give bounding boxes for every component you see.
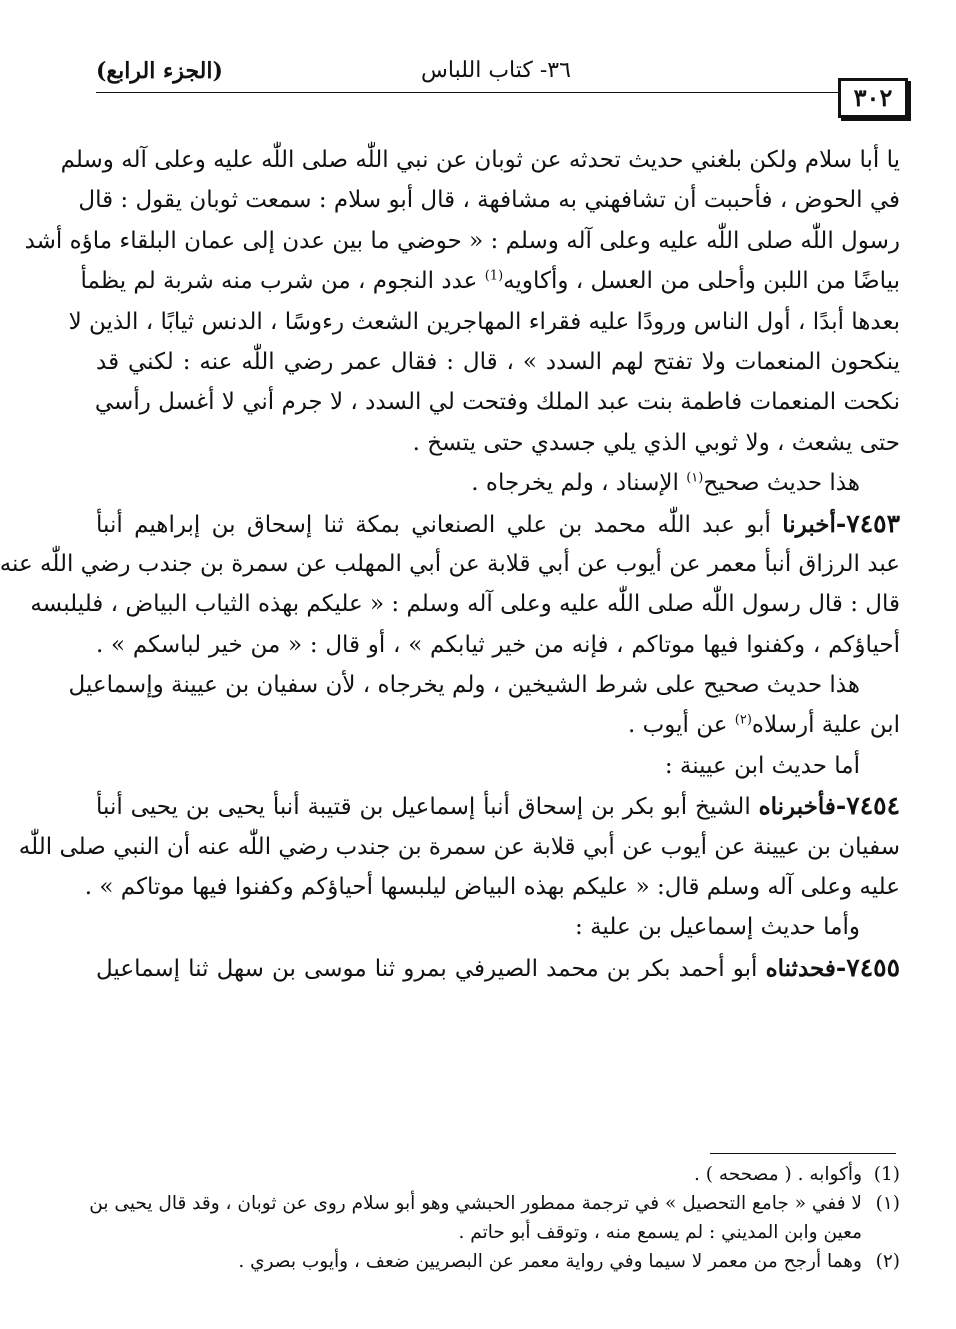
hadith-7454-line: [96, 786, 900, 826]
footnote-divider: [710, 1153, 896, 1154]
chapter-title: ٣٦- كتاب اللباس: [421, 58, 571, 83]
text-segment: بياضًا من اللبن وأحلى من العسل ، وأكاويه: [503, 268, 900, 295]
footnote-ref: (١): [686, 470, 704, 486]
text-line: رسول اللّٰه صلى اللّٰه عليه وعلى آله وسلم : « حوضي ما بين عدن إلى عمان البلقاء ماؤه أشد: [24, 227, 900, 254]
text-line: نكحت المنعمات فاطمة بنت عبد الملك وفتحت لي السدد ، لا جرم أني لا أغسل رأسي: [94, 389, 900, 416]
footnotes: [89, 1160, 900, 1276]
text-line: أما حديث ابن عيينة :: [664, 752, 860, 779]
text-line: أحياؤكم ، وكفنوا فيها موتاكم ، فإنه من خير ثيابكم » ، أو قال : « من خير لباسكم » .: [96, 631, 901, 658]
page-number: ٣٠٢: [838, 78, 908, 118]
text-line: [96, 705, 900, 745]
text-line: سفيان بن عيينة عن أيوب عن أبي قلابة عن سمرة بن جندب رضي اللّٰه عنه أن النبي صلى اللّٰه: [18, 833, 900, 860]
text-segment: الإسناد ، ولم يخرجاه .: [471, 470, 687, 497]
volume-label: (الجزء الرابع): [96, 58, 223, 84]
text-line: هذا حديث صحيح على شرط الشيخين ، ولم يخرجاه ، لأن سفيان بن عيينة وإسماعيل: [68, 672, 860, 699]
running-header: [96, 58, 896, 92]
footnote-ref: (1): [484, 268, 504, 284]
text-line: يا أبا سلام ولكن بلغني حديث تحدثه عن ثوبان عن نبي اللّٰه صلى اللّٰه عليه وعلى آله وسلم: [60, 147, 900, 173]
hadith-number: ٧٤٥٥-: [835, 952, 900, 982]
hadith-number: ٧٤٥٣-: [835, 508, 900, 538]
footnote-1: [96, 1160, 900, 1189]
text-segment: هذا حديث صحيح: [703, 470, 860, 497]
footnote-mark: (١): [875, 1193, 900, 1214]
narration-verb: فحدثناه: [765, 954, 836, 982]
text-segment: أبو عبد اللّٰه محمد بن علي الصنعاني بمكة ثنا إسحاق بن إبراهيم أنبأ: [96, 511, 783, 538]
narration-verb: فأخبرناه: [758, 793, 836, 821]
hadith-number: ٧٤٥٤-: [835, 791, 900, 821]
footnote-text: لا ففي « جامع التحصيل » في ترجمة ممطور الحبشي وهو أبو سلام روى عن ثوبان ، وقد قال يحيى بن: [89, 1193, 862, 1214]
footnote-2: [89, 1189, 900, 1218]
text-segment: الشيخ أبو بكر بن إسحاق أنبأ إسماعيل بن قتيبة أنبأ يحيى بن يحيى أنبأ: [96, 794, 759, 821]
text-line: قال : قال رسول اللّٰه صلى اللّٰه عليه وعلى آله وسلم : « عليكم بهذه الثياب البياض ، فليلبسه: [30, 591, 900, 618]
text-line: [96, 463, 900, 503]
main-text: [0, 140, 901, 988]
narration-verb: أخبرنا: [782, 510, 836, 538]
text-segment: عن أيوب .: [627, 712, 735, 739]
text-segment: ابن علية أرسلاه: [751, 712, 900, 739]
footnote-ref: (٢): [734, 712, 752, 728]
footnote-mark: (1): [873, 1164, 900, 1185]
text-line: في الحوض ، فأحببت أن تشافهني به مشافهة ، قال أبو سلام : سمعت ثوبان يقول : قال: [78, 187, 900, 214]
text-line: عبد الرزاق أنبأ معمر عن أيوب عن أبي قلابة عن أبي المهلب عن سمرة بن جندب رضي اللّٰه عنه: [0, 550, 900, 577]
text-line: ينكحون المنعمات ولا تفتح لهم السدد » ، قال : فقال عمر رضي اللّٰه عنه : لكني قد: [96, 348, 900, 375]
footnote-2-continuation: معين وابن المديني : لم يسمع منه ، وتوقف أبو حاتم .: [458, 1222, 862, 1243]
footnote-text: وأكوابه . ( مصححه ) .: [694, 1164, 862, 1185]
hadith-7455-line: [96, 948, 900, 988]
text-segment: أبو أحمد بكر بن محمد الصيرفي بمرو ثنا موسى بن سهل ثنا إسماعيل: [96, 955, 766, 982]
footnote-text: وهما أرجح من معمر لا سيما وفي رواية معمر عن البصريين ضعف ، وأيوب بصري .: [238, 1251, 862, 1272]
header-divider: [96, 92, 896, 93]
text-line: عليه وعلى آله وسلم قال: « عليكم بهذه البياض ليلبسها أحياؤكم وكفنوا فيها موتاكم » .: [84, 874, 900, 901]
footnote-3: [96, 1247, 900, 1276]
text-line: بعدها أبدًا ، أول الناس ورودًا عليه فقراء المهاجرين الشعث رءوسًا ، الدنس ثيابًا ، الذين لا: [68, 308, 900, 335]
footnote-mark: (٢): [875, 1251, 900, 1272]
text-line: وأما حديث إسماعيل بن علية :: [575, 914, 860, 941]
text-line: [80, 261, 900, 301]
text-line: حتى يشعث ، ولا ثوبي الذي يلي جسدي حتى يتسخ .: [412, 429, 900, 456]
text-segment: عدد النجوم ، من شرب منه شربة لم يظمأ: [80, 268, 485, 295]
hadith-7453-line: [96, 504, 900, 544]
